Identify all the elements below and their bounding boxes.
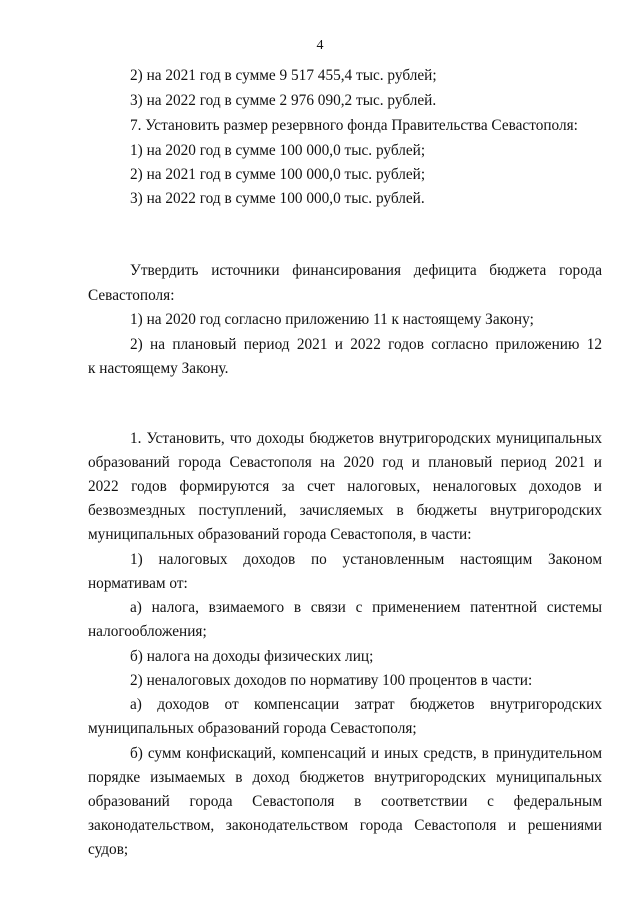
paragraph-line: б) сумм конфискаций, компенсаций и иных средств, в принудительном xyxy=(130,745,602,762)
paragraph-line: а) доходов от компенсации затрат бюджетов внутригородских xyxy=(130,696,602,713)
page-number: 4 xyxy=(316,38,324,53)
paragraph-line: 1. Установить, что доходы бюджетов внутригородских муниципальных xyxy=(130,430,602,447)
paragraph-line: 2) на 2021 год в сумме 100 000,0 тыс. рублей; xyxy=(130,166,426,183)
paragraph-line: порядке изымаемых в доход бюджетов внутригородских муниципальных xyxy=(88,769,602,786)
paragraph-line: образований города Севастополя на 2020 год и плановый период 2021 и xyxy=(88,454,602,471)
paragraph-line: законодательством, законодательством города Севастополя и решениями xyxy=(88,817,602,834)
paragraph-line: б) налога на доходы физических лиц; xyxy=(130,648,374,665)
paragraph-line: 1) на 2020 год согласно приложению 11 к настоящему Закону; xyxy=(130,311,534,328)
paragraph-line: налогообложения; xyxy=(88,623,207,640)
paragraph-line: 3) на 2022 год в сумме 2 976 090,2 тыс. рублей. xyxy=(130,92,437,109)
paragraph-line: к настоящему Закону. xyxy=(88,360,229,377)
paragraph-line: Севастополя: xyxy=(88,287,175,304)
paragraph-line: 7. Установить размер резервного фонда Правительства Севастополя: xyxy=(130,117,578,134)
paragraph-line: нормативам от: xyxy=(88,575,188,592)
paragraph-line: 2) неналоговых доходов по нормативу 100 процентов в части: xyxy=(130,672,533,689)
paragraph-line: 1) на 2020 год в сумме 100 000,0 тыс. рублей; xyxy=(130,142,426,159)
paragraph-line: образований города Севастополя в соответствии с федеральным xyxy=(88,793,602,810)
paragraph-line: муниципальных образований города Севастополя, в части: xyxy=(88,526,472,543)
paragraph-line: Утвердить источники финансирования дефицита бюджета города xyxy=(130,262,602,279)
paragraph-line: 2) на 2021 год в сумме 9 517 455,4 тыс. рублей; xyxy=(130,67,437,84)
paragraph-line: муниципальных образований города Севастополя; xyxy=(88,720,417,737)
paragraph-line: а) налога, взимаемого в связи с применением патентной системы xyxy=(130,599,602,616)
paragraph-line: безвозмездных поступлений, зачисляемых в бюджеты внутригородских xyxy=(88,502,602,519)
paragraph-line: 3) на 2022 год в сумме 100 000,0 тыс. рублей. xyxy=(130,190,425,207)
paragraph-line: 2) на плановый период 2021 и 2022 годов согласно приложению 12 xyxy=(130,336,602,353)
paragraph-line: 1) налоговых доходов по установленным настоящим Законом xyxy=(130,551,602,568)
paragraph-line: 2022 годов формируются за счет налоговых, неналоговых доходов и xyxy=(88,478,602,495)
paragraph-line: судов; xyxy=(88,841,129,858)
